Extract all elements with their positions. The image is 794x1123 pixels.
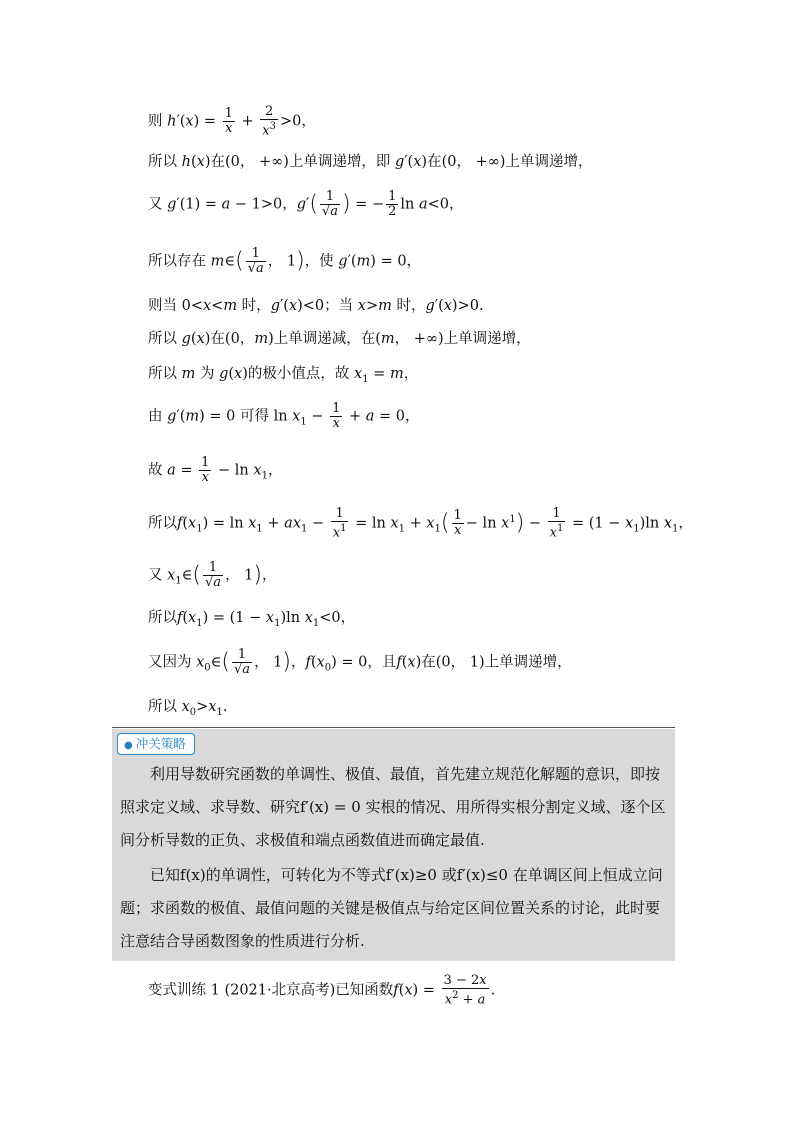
step-7: 所以 m 为 g(x)的极小值点，故 $x_1 = m$，: [148, 366, 419, 385]
strategy-paragraph-2: 已知f(x)的单调性，可转化为不等式f′(x)≥0 或f′(x)≤0 在单调区间上恒成立问题；求函数的极值、最值问题的关键是极值点与给定区间位置关系的讨论，此时要注意结合导函数图象的性质进行分析.: [120, 866, 663, 950]
step-4: 所以存在 m∈( $\frac{1}{√a}$ ， 1)，使 g′(m) = 0，: [148, 246, 422, 276]
step-6: 所以 g(x)在(0，m)上单调递减，在(m， +∞)上单调递增，: [148, 331, 531, 347]
strategy-badge: [117, 733, 195, 755]
step-12: 所以$f(x_1) = (1 - x_1)\ln$ $x_1<0$，: [148, 610, 356, 629]
step-8: 由 g′(m) = 0 可得 $\ln x_1$ − $\frac{1}{x}$ + a = 0，: [148, 401, 420, 431]
step-3: 又 g′(1) = a − 1>0，g′( $\frac{1}{√a}$ ) = − $\frac{1}{2}$ ln a<0，: [148, 189, 464, 219]
exercise-line: 变式训练 1 (2021·北京高考)已知函数f(x) = $\frac{3 - 2x}{x^2 + a}$ .: [148, 973, 496, 1008]
step-10: 所以$f(x_1) = \ln x_1 + ax_1$ − $\frac{1}{x^1}$ = $\ln x_1 + x_1$( $\frac{1}{x}$ − $\ln x^1$) − $\frac{1}{x^1}$ = $(1 - x_1)\ln$ $x_1$，: [148, 506, 693, 541]
step-11: 又 $x_1\in$( $\frac{1}{√a}$ ， 1)，: [148, 560, 277, 590]
strategy-paragraph-1: 利用导数研究函数的单调性、极值、最值，首先建立规范化解题的意识，即按照求定义域、求导数、研究f′(x) = 0 实根的情况、用所得实根分割定义域、逐个区间分析导数的正负、求极值和端点函数值进而确定最值.: [120, 765, 666, 849]
divider: [112, 727, 675, 728]
step-5: 则当 0<x<m 时，g′(x)<0；当 x>m 时，g′(x)>0.: [148, 298, 484, 314]
step-2: 所以 h(x)在(0， +∞)上单调递增，即 g′(x)在(0， +∞)上单调递增，: [148, 154, 593, 170]
strategy-badge-label: 冲关策略: [135, 736, 186, 751]
step-13: 又因为 $x_0\in$( $\frac{1}{√a}$ ， 1)，$f(x_0) = 0$，且f(x)在(0， 1)上单调递增，: [148, 647, 572, 677]
pin-icon: ●: [124, 740, 133, 751]
step-9: 故 a = $\frac{1}{x}$ − $\ln x_1$，: [148, 455, 283, 485]
step-1: 则 h′(x) = $\frac{1}{x}$ + $\frac{2}{x^3}$ >0，: [148, 104, 316, 139]
step-14: 所以 $x_0>x_1$.: [148, 699, 228, 718]
